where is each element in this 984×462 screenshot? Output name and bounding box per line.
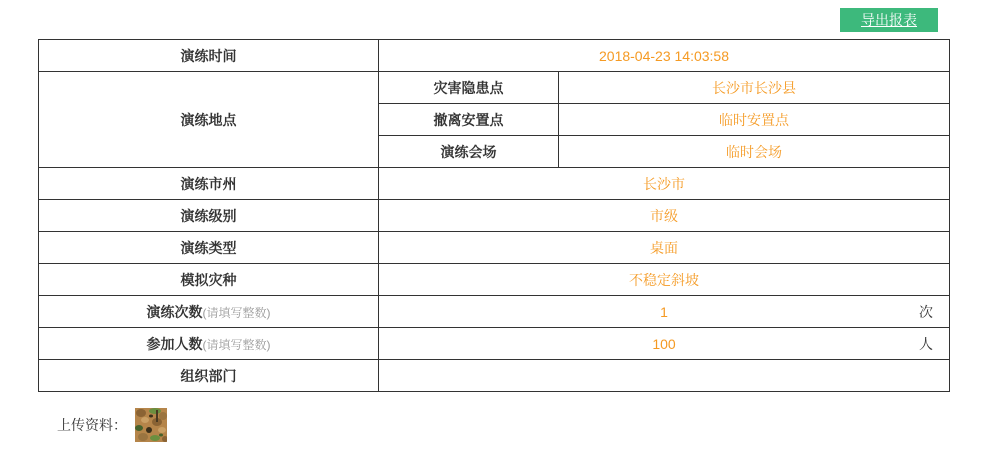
evacuation-point-label: 撤离安置点 (379, 104, 559, 136)
drill-count-unit: 次 (919, 303, 933, 320)
hazard-point-label: 灾害隐患点 (379, 72, 559, 104)
participants-label-text: 参加人数 (146, 335, 203, 352)
participants-value-cell[interactable] (379, 328, 950, 360)
drill-count-label (39, 296, 379, 328)
drill-type-value[interactable]: 桌面 (379, 232, 950, 264)
uploaded-photo-thumbnail[interactable] (135, 408, 167, 442)
dirt-photo-icon (135, 408, 167, 442)
drill-level-value[interactable]: 市级 (379, 200, 950, 232)
drill-level-label: 演练级别 (39, 200, 379, 232)
drill-count-value[interactable]: 1 (660, 303, 668, 320)
drill-time-label: 演练时间 (39, 40, 379, 72)
evacuation-point-value[interactable]: 临时安置点 (559, 104, 950, 136)
drill-count-value-cell[interactable] (379, 296, 950, 328)
row-type (39, 232, 950, 264)
row-city (39, 168, 950, 200)
organizing-department-value[interactable] (379, 360, 950, 392)
organizing-department-label: 组织部门 (39, 360, 379, 392)
row-drill-count (39, 296, 950, 328)
row-disaster (39, 264, 950, 296)
participants-label (39, 328, 379, 360)
upload-label: 上传资料： (57, 417, 127, 433)
drill-venue-value[interactable]: 临时会场 (559, 136, 950, 168)
drill-type-label: 演练类型 (39, 232, 379, 264)
row-participants (39, 328, 950, 360)
row-department (39, 360, 950, 392)
drill-venue-label: 演练会场 (379, 136, 559, 168)
drill-city-label: 演练市州 (39, 168, 379, 200)
upload-section (57, 408, 167, 442)
drill-city-value[interactable]: 长沙市 (379, 168, 950, 200)
simulated-disaster-label: 模拟灾种 (39, 264, 379, 296)
participants-value[interactable]: 100 (652, 335, 676, 352)
drill-count-label-text: 演练次数 (146, 303, 203, 320)
drill-location-label: 演练地点 (39, 72, 379, 168)
participants-unit: 人 (919, 335, 933, 352)
row-level (39, 200, 950, 232)
simulated-disaster-value[interactable]: 不稳定斜坡 (379, 264, 950, 296)
export-report-button[interactable]: 导出报表 (840, 8, 938, 32)
row-drill-time (39, 40, 950, 72)
row-location-hazard (39, 72, 950, 104)
drill-time-value[interactable]: 2018-04-23 14:03:58 (379, 40, 950, 72)
drill-report-table (38, 39, 950, 392)
drill-count-hint: (请填写整数) (202, 305, 271, 320)
participants-hint: (请填写整数) (202, 337, 271, 352)
hazard-point-value[interactable]: 长沙市长沙县 (559, 72, 950, 104)
